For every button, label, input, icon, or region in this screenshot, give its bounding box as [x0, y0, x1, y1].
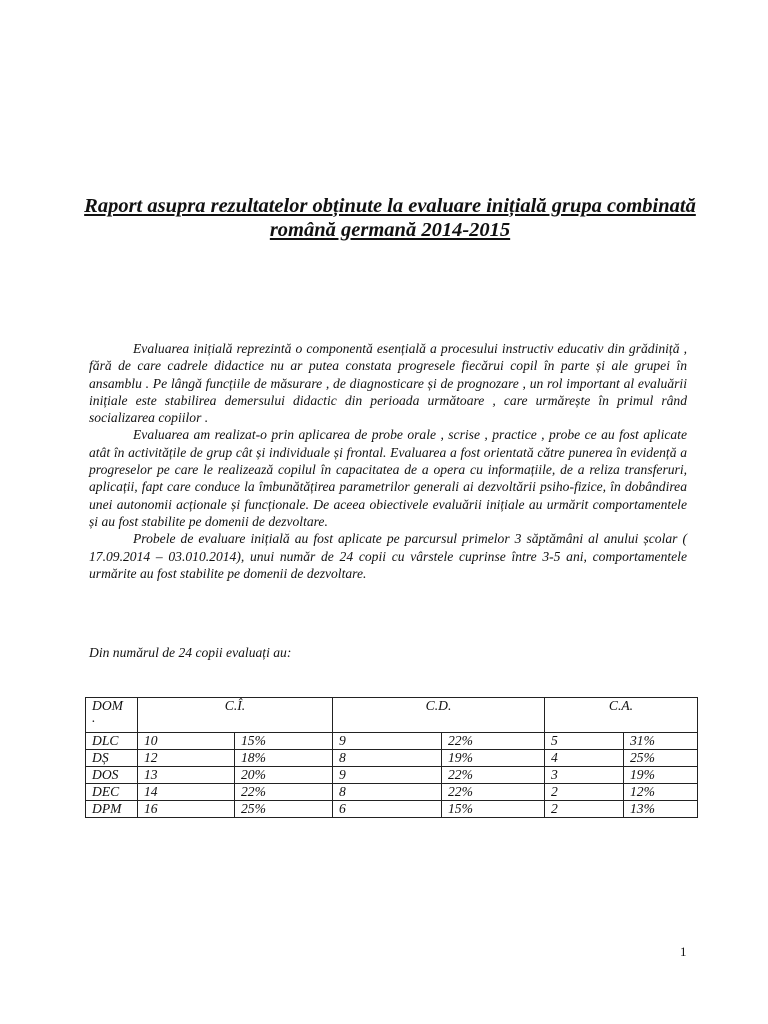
cd-count-cell: 8: [333, 784, 442, 801]
table-row: [86, 801, 698, 818]
header-cell-ca: C.A.: [545, 698, 698, 733]
paragraph: Evaluarea am realizat-o prin aplicarea de probe orale , scrise , practice , probe ce au fost aplicate atât în activitățile de grup cât și individuale și frontal. Evaluarea a fost orientată către punerea în evidență a progreselor pe care le realizează copilul în capacitatea de a opera cu informațiile, de a reliza transferuri, aplicații, fapt care conduce la îmbunătățirea parametrilor generali ai dezvoltării psiho-fizice, în dobândirea unei autonomii acționale și funcționale. De aceea obiectivele evaluării inițiale au urmărit comportamentele și au fost stabilite pe domenii de dezvoltare.: [89, 427, 687, 529]
cd-percent-cell: 22%: [442, 784, 545, 801]
ci-percent-cell: 15%: [235, 733, 333, 750]
ci-count-cell: 12: [138, 750, 235, 767]
domain-cell: DOS: [86, 767, 138, 784]
ci-percent-cell: 18%: [235, 750, 333, 767]
ca-percent-cell: 13%: [624, 801, 698, 818]
table-row: [86, 733, 698, 750]
domain-cell: DȘ: [86, 750, 138, 767]
ca-count-cell: 2: [545, 801, 624, 818]
page-number: 1: [680, 944, 687, 959]
cd-percent-cell: 22%: [442, 767, 545, 784]
body-text: [89, 340, 687, 582]
header-cell-cd: C.D.: [333, 698, 545, 733]
header-cell-ci: C.Î.: [138, 698, 333, 733]
ci-count-cell: 14: [138, 784, 235, 801]
cd-percent-cell: 22%: [442, 733, 545, 750]
domain-cell: DPM: [86, 801, 138, 818]
table-row: [86, 750, 698, 767]
header-domain-label: DOM: [92, 698, 123, 713]
cd-count-cell: 9: [333, 733, 442, 750]
ca-count-cell: 4: [545, 750, 624, 767]
domain-cell: DLC: [86, 733, 138, 750]
ci-percent-cell: 20%: [235, 767, 333, 784]
domain-cell: DEC: [86, 784, 138, 801]
cd-count-cell: 9: [333, 767, 442, 784]
header-domain-dot: .: [92, 710, 96, 725]
ca-count-cell: 2: [545, 784, 624, 801]
paragraph: Evaluarea inițială reprezintă o componentă esențială a procesului instructiv educativ din grădiniță , fără de care cadrele didactice nu ar putea constata progresele fiecărui copil în parte și ale grupei în ansamblu . Pe lângă funcțiile de măsurare , de diagnosticare și de prognozare , un rol important al evaluării inițiale este stabilirea demersului didactic din perioada următoare , care urmărește în primul rând socializarea copiilor .: [89, 341, 687, 426]
table-row: [86, 767, 698, 784]
cd-percent-cell: 19%: [442, 750, 545, 767]
ca-count-cell: 3: [545, 767, 624, 784]
ca-percent-cell: 19%: [624, 767, 698, 784]
header-cell-domain: [86, 698, 138, 733]
table-intro: Din numărul de 24 copii evaluați au:: [89, 645, 292, 660]
ci-count-cell: 16: [138, 801, 235, 818]
cd-count-cell: 8: [333, 750, 442, 767]
ca-percent-cell: 25%: [624, 750, 698, 767]
paragraph: Probele de evaluare inițială au fost aplicate pe parcursul primelor 3 săptămâni al anului școlar ( 17.09.2014 – 03.010.2014), unui număr de 24 copii cu vârstele cuprinse între 3-5 ani, comportamentele urmărite au fost stabilite pe domenii de dezvoltare.: [89, 531, 687, 581]
document-title: Raport asupra rezultatelor obținute la evaluare inițială grupa combinată română germană 2014-2015: [84, 195, 696, 241]
ca-percent-cell: 31%: [624, 733, 698, 750]
ci-count-cell: 10: [138, 733, 235, 750]
table-header-row: [86, 698, 698, 733]
ca-count-cell: 5: [545, 733, 624, 750]
cd-percent-cell: 15%: [442, 801, 545, 818]
results-table: [85, 697, 698, 818]
ci-percent-cell: 22%: [235, 784, 333, 801]
ci-count-cell: 13: [138, 767, 235, 784]
cd-count-cell: 6: [333, 801, 442, 818]
ca-percent-cell: 12%: [624, 784, 698, 801]
ci-percent-cell: 25%: [235, 801, 333, 818]
table-row: [86, 784, 698, 801]
